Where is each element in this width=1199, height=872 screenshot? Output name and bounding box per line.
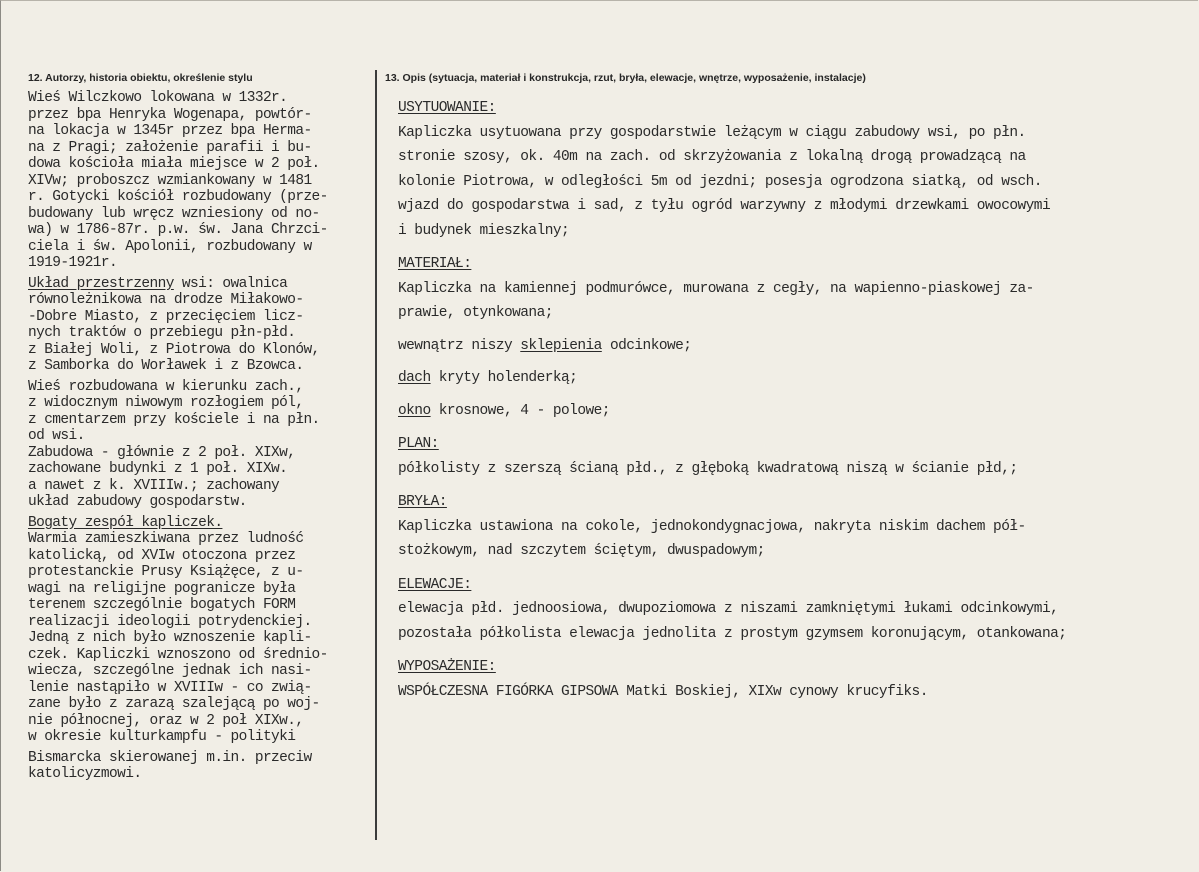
massing-heading: BRYŁA: bbox=[398, 494, 447, 510]
chapels-line: terenem szczególnie bogatych FORM bbox=[28, 597, 296, 613]
chapels-line: wiecza, szczególne jednak ich nasi- bbox=[28, 663, 312, 679]
furnishings-heading: WYPOSAŻENIE: bbox=[398, 659, 496, 675]
expansion-line: Zabudowa - głównie z 2 poł. XIXw, bbox=[28, 444, 296, 461]
location-line: i budynek mieszkalny; bbox=[398, 222, 570, 239]
closing-paragraph bbox=[28, 750, 373, 783]
expansion-line: od wsi. bbox=[28, 428, 85, 444]
history-line: ciela i św. Apolonii, rozbudowany w bbox=[28, 238, 312, 255]
plan-heading: PLAN: bbox=[398, 436, 439, 452]
location-line: wjazd do gospodarstwa i sad, z tyłu ogród warzywny z młodymi drzewkami owocowymi bbox=[398, 198, 1051, 214]
chapels-line: czek. Kapliczki wznoszono od średnio- bbox=[28, 646, 328, 663]
material-heading: MATERIAŁ: bbox=[398, 256, 472, 272]
closing-line: katolicyzmowi. bbox=[28, 766, 142, 782]
material-item-window: okno krosnowe, 4 - polowe; bbox=[398, 402, 610, 419]
section-material bbox=[398, 252, 1196, 423]
chapels-line: zane było z zarazą szalejącą po woj- bbox=[28, 696, 320, 712]
history-line: budowany lub wręcz wzniesiony od no- bbox=[28, 205, 320, 222]
layout-line: z Samborka do Worławek i z Bzowca. bbox=[28, 358, 304, 374]
closing-line: Bismarcka skierowanej m.in. przeciw bbox=[28, 749, 312, 766]
expansion-line: zachowane budynki z 1 poł. XIXw. bbox=[28, 461, 288, 477]
chapels-line: lenie nastąpiło w XVIIIw - co zwią- bbox=[28, 679, 312, 696]
chapels-line: w okresie kulturkampfu - polityki bbox=[28, 729, 296, 745]
layout-line: nych traktów o przebiegu płn-płd. bbox=[28, 325, 296, 341]
history-paragraph bbox=[28, 90, 373, 272]
history-line: r. Gotycki kościół rozbudowany (prze- bbox=[28, 189, 328, 205]
material-line: prawie, otynkowana; bbox=[398, 305, 553, 321]
layout-paragraph bbox=[28, 276, 373, 375]
section-location bbox=[398, 96, 1196, 243]
section-massing bbox=[398, 490, 1196, 564]
section-furnishings bbox=[398, 655, 1196, 704]
expansion-line: Wieś rozbudowana w kierunku zach., bbox=[28, 378, 304, 395]
furnishings-line: WSPÓŁCZESNA FIGÓRKA GIPSOWA Matki Boskiej, XIXw cynowy krucyfiks. bbox=[398, 683, 928, 700]
elevations-heading: ELEWACJE: bbox=[398, 576, 472, 593]
section-elevations bbox=[398, 573, 1196, 647]
location-line: kolonie Piotrowa, w odległości 5m od jezdni; posesja ogrodzona siatką, od wsch. bbox=[398, 173, 1042, 190]
material-item-vault: wewnątrz niszy sklepienia odcinkowe; bbox=[398, 337, 692, 354]
layout-line: równoleżnikowa na drodze Miłakowo- bbox=[28, 292, 304, 308]
history-line: przez bpa Henryka Wogenapa, powtór- bbox=[28, 106, 312, 123]
layout-heading: Układ przestrzenny bbox=[28, 275, 174, 292]
column-divider bbox=[375, 70, 377, 840]
chapels-line: protestanckie Prusy Książęce, z u- bbox=[28, 564, 304, 580]
layout-line: -Dobre Miasto, z przecięciem licz- bbox=[28, 308, 304, 325]
layout-line: z Białej Woli, z Piotrowa do Klonów, bbox=[28, 341, 320, 358]
expansion-line: z widocznym niwowym rozłogiem pól, bbox=[28, 395, 304, 411]
section-13-header: 13. Opis (sytuacja, materiał i konstrukcja, rzut, bryła, elewacje, wnętrze, wyposażenie, instalacje) bbox=[385, 72, 866, 84]
massing-line: Kapliczka ustawiona na cokole, jednokondygnacjowa, nakryta niskim dachem pół- bbox=[398, 518, 1026, 535]
material-line: Kapliczka na kamiennej podmurówce, murowana z cegły, na wapienno-piaskowej za- bbox=[398, 280, 1034, 297]
history-line: Wieś Wilczkowo lokowana w 1332r. bbox=[28, 90, 288, 106]
history-column bbox=[28, 90, 373, 787]
history-line: dowa kościoła miała miejsce w 2 poł. bbox=[28, 156, 320, 172]
chapels-line: wagi na religijne pogranicze była bbox=[28, 580, 296, 597]
location-heading: USYTUOWANIE: bbox=[398, 100, 496, 116]
layout-first-line bbox=[28, 276, 373, 293]
history-line: wa) w 1786-87r. p.w. św. Jana Chrzci- bbox=[28, 222, 328, 238]
expansion-line: układ zabudowy gospodarstw. bbox=[28, 494, 247, 510]
massing-line: stożkowym, nad szczytem ściętym, dwuspadowym; bbox=[398, 543, 765, 559]
chapels-line: nie północnej, oraz w 2 poł XIXw., bbox=[28, 712, 304, 729]
description-column bbox=[398, 96, 1196, 704]
chapels-paragraph bbox=[28, 515, 373, 746]
expansion-line: a nawet z k. XVIIIw.; zachowany bbox=[28, 477, 280, 494]
layout-first-rest: wsi: owalnica bbox=[173, 275, 288, 292]
location-line: Kapliczka usytuowana przy gospodarstwie leżącym w ciągu zabudowy wsi, po płn. bbox=[398, 124, 1026, 141]
expansion-line: z cmentarzem przy kościele i na płn. bbox=[28, 411, 320, 428]
chapels-line: Warmia zamieszkiwana przez ludność bbox=[28, 531, 304, 547]
section-plan bbox=[398, 432, 1196, 481]
chapels-line: katolicką, od XVIw otoczona przez bbox=[28, 547, 296, 564]
chapels-line: realizacji ideologii potrydenckiej. bbox=[28, 613, 312, 630]
plan-line: półkolisty z szerszą ścianą płd., z głęboką kwadratową niszą w ścianie płd,; bbox=[398, 460, 1018, 477]
chapels-line: Jedną z nich było wznoszenie kapli- bbox=[28, 630, 312, 646]
elevations-line: pozostała półkolista elewacja jednolita z prostym gzymsem koronującym, otankowana; bbox=[398, 625, 1067, 642]
elevations-line: elewacja płd. jednoosiowa, dwupoziomowa z niszami zamkniętymi łukami odcinkowymi, bbox=[398, 601, 1059, 617]
history-line: 1919-1921r. bbox=[28, 255, 118, 271]
section-12-header: 12. Autorzy, historia obiektu, określenie stylu bbox=[28, 72, 253, 84]
history-line: na lokacja w 1345r przez bpa Herma- bbox=[28, 123, 312, 139]
history-line: na z Pragi; założenie parafii i bu- bbox=[28, 139, 312, 156]
expansion-paragraph bbox=[28, 379, 373, 511]
location-line: stronie szosy, ok. 40m na zach. od skrzyżowania z lokalną drogą prowadzącą na bbox=[398, 149, 1026, 165]
history-line: XIVw; proboszcz wzmiankowany w 1481 bbox=[28, 172, 312, 189]
chapels-heading: Bogaty zespół kapliczek. bbox=[28, 514, 223, 531]
material-item-roof: dach kryty holenderką; bbox=[398, 370, 578, 386]
